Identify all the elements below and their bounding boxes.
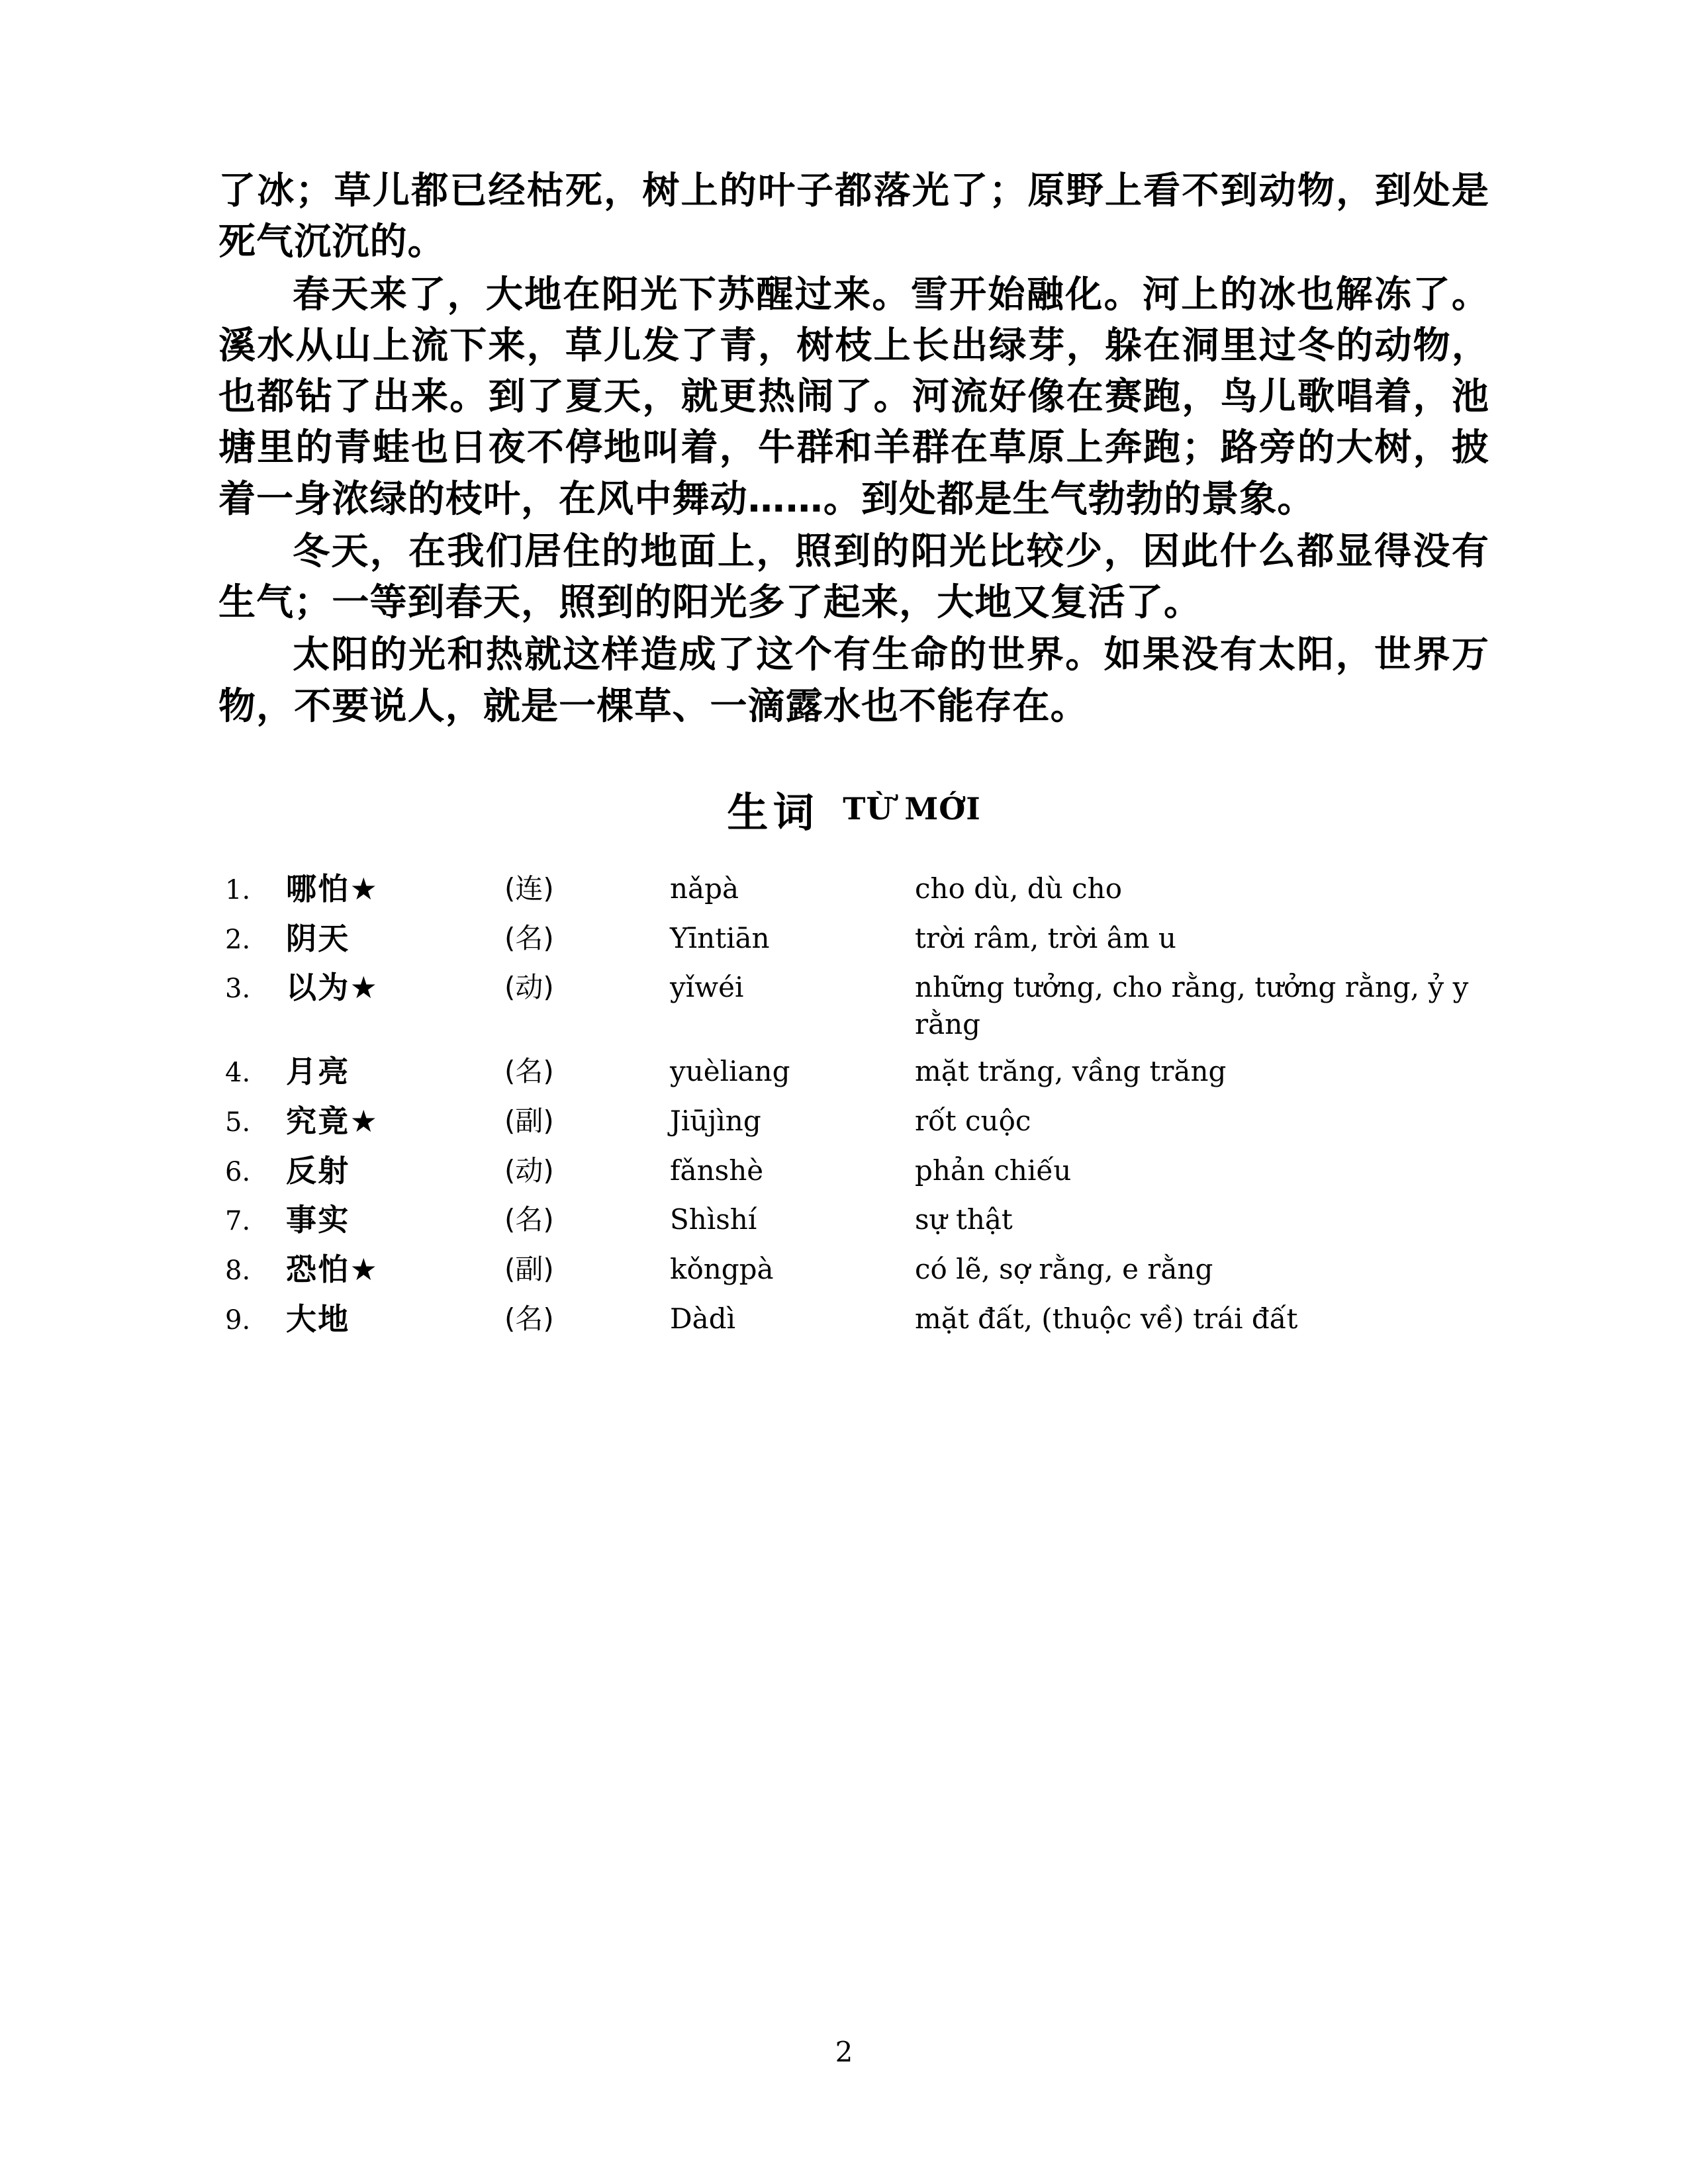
vocab-word: 以为★: [286, 970, 379, 1006]
vocab-word: 事实: [286, 1202, 350, 1238]
vocab-word: 大地: [286, 1300, 350, 1337]
table-row: [218, 1299, 1489, 1349]
vocab-word: 究竟★: [286, 1103, 379, 1139]
vocab-part-of-speech: (副): [504, 1104, 554, 1137]
paragraph: 冬天，在我们居住的地面上，照到的阳光比较少，因此什么都显得没有生气；一等到春天，照到的阳光多了起来，大地又复活了。: [218, 529, 1489, 625]
page-number: 2: [835, 2036, 853, 2068]
vocab-meaning: mặt trăng, vầng trăng: [915, 1055, 1227, 1088]
vocab-part-of-speech: (名): [504, 1302, 554, 1335]
vocab-number: 3.: [225, 974, 251, 1005]
vocab-pinyin: Dàdì: [670, 1302, 736, 1335]
lesson-body-text: [218, 165, 1489, 732]
vocab-meaning: những tưởng, cho rằng, tưởng rằng, ỷ y rằng: [915, 971, 1469, 1040]
table-row: [218, 1250, 1489, 1299]
vocab-number: 5.: [225, 1107, 251, 1138]
vocab-word: 哪怕★: [286, 870, 379, 907]
vocabulary-table: [218, 869, 1489, 1349]
vocab-meaning: có lẽ, sợ rằng, e rằng: [915, 1253, 1213, 1286]
table-row: [218, 1200, 1489, 1250]
vocab-number: 8.: [225, 1255, 251, 1287]
paragraph: 春天来了，大地在阳光下苏醒过来。雪开始融化。河上的冰也解冻了。溪水从山上流下来，草儿发了青，树枝上长出绿芽，躲在洞里过冬的动物，也都钻了出来。到了夏天，就更热闹了。河流好像在赛跑，鸟儿歌唱着，池塘里的青蛙也日夜不停地叫着，牛群和羊群在草原上奔跑；路旁的大树，披着一身浓绿的枝叶，在风中舞动……。到处都是生气勃勃的景象。: [218, 273, 1489, 521]
vocab-meaning: cho dù, dù cho: [915, 872, 1122, 905]
vocab-pinyin: kǒngpà: [670, 1253, 774, 1286]
table-row: [218, 1101, 1489, 1151]
vocab-meaning: phản chiếu: [915, 1154, 1072, 1187]
vocab-pinyin: Yīntiān: [670, 921, 770, 954]
vocab-number: 2.: [225, 924, 251, 955]
vocab-pinyin: Jiūjìng: [670, 1104, 761, 1137]
vocab-meaning: trời râm, trời âm u: [915, 921, 1176, 954]
vocab-word: 恐怕★: [286, 1251, 379, 1288]
vocab-part-of-speech: (动): [504, 1154, 554, 1187]
vocab-part-of-speech: (副): [504, 1253, 554, 1286]
vocab-number: 6.: [225, 1156, 251, 1187]
vocab-pinyin: yuèliang: [670, 1055, 790, 1088]
vocab-part-of-speech: (动): [504, 971, 554, 1004]
table-row: [218, 1151, 1489, 1201]
section-heading: [218, 780, 1489, 839]
table-row: [218, 869, 1489, 919]
table-row: [218, 1052, 1489, 1101]
vocab-number: 9.: [225, 1304, 251, 1336]
vocab-word: 反射: [286, 1152, 350, 1189]
table-row: [218, 968, 1489, 1052]
vocab-pinyin: nǎpà: [670, 872, 739, 905]
section-heading-vietnamese: TỪ MỚI: [843, 791, 981, 827]
vocab-part-of-speech: (名): [504, 921, 554, 954]
vocab-number: 4.: [225, 1058, 251, 1089]
vocab-meaning: sự thật: [915, 1203, 1013, 1236]
vocab-number: 1.: [225, 874, 251, 905]
vocab-pinyin: fǎnshè: [670, 1154, 764, 1187]
vocab-pinyin: yǐwéi: [670, 971, 744, 1004]
table-row: [218, 919, 1489, 968]
vocab-part-of-speech: (名): [504, 1055, 554, 1088]
vocab-number: 7.: [225, 1206, 251, 1237]
vocab-part-of-speech: (名): [504, 1203, 554, 1236]
paragraph: 太阳的光和热就这样造成了这个有生命的世界。如果没有太阳，世界万物，不要说人，就是一棵草、一滴露水也不能存在。: [218, 633, 1489, 728]
vocab-pinyin: Shìshí: [670, 1203, 757, 1236]
vocab-meaning: mặt đất, (thuộc về) trái đất: [915, 1302, 1298, 1335]
vocab-meaning: rốt cuộc: [915, 1104, 1031, 1137]
paragraph: 了冰；草儿都已经枯死，树上的叶子都落光了；原野上看不到动物，到处是死气沉沉的。: [218, 169, 1489, 264]
vocab-word: 阴天: [286, 920, 350, 956]
vocab-part-of-speech: (连): [504, 872, 554, 905]
section-heading-chinese: 生词: [727, 788, 820, 837]
vocab-word: 月亮: [286, 1054, 350, 1090]
